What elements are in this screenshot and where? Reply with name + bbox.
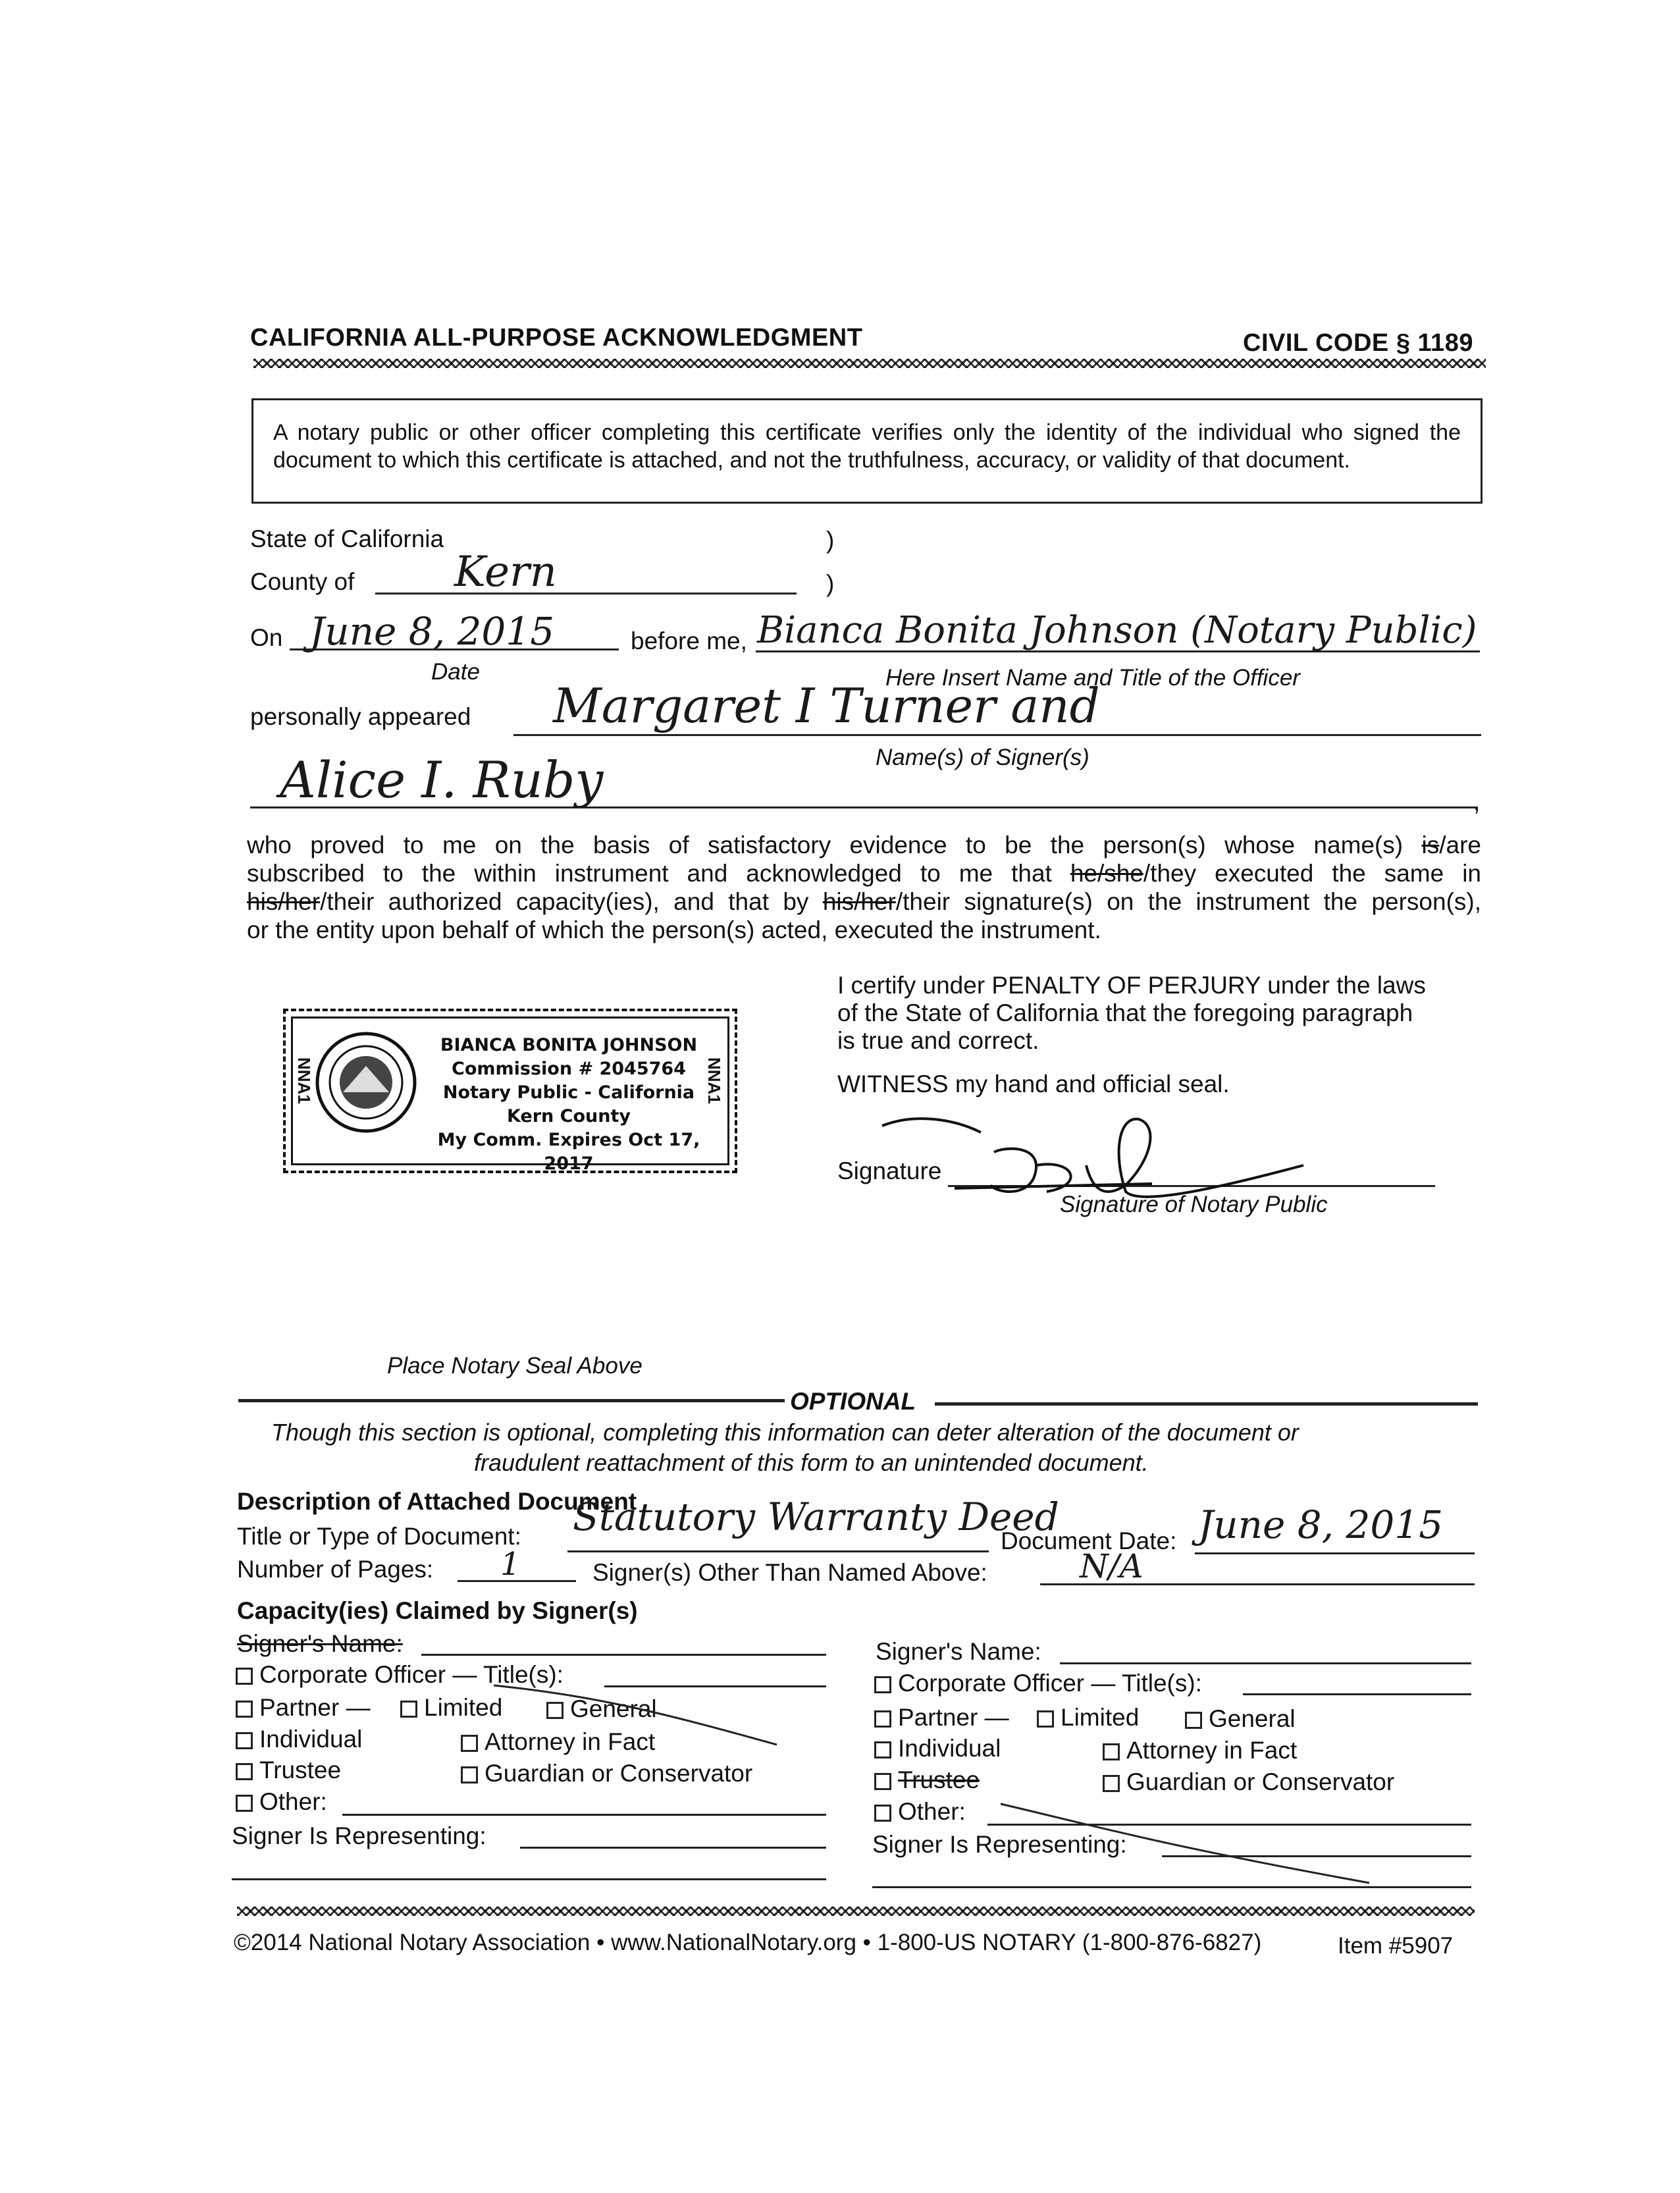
officer-value[interactable]: Bianca Bonita Johnson (Notary Public)	[757, 609, 1477, 652]
officer-caption: Here Insert Name and Title of the Officer	[885, 665, 1300, 691]
stamp-title: Notary Public - California	[442, 1082, 695, 1103]
left-attorney[interactable]: Attorney in Fact	[461, 1730, 655, 1754]
doc-title-line	[567, 1550, 989, 1552]
left-representing: Signer Is Representing:	[232, 1822, 486, 1849]
decorative-border-top	[253, 359, 1486, 368]
county-value[interactable]: Kern	[454, 548, 557, 596]
paragraph-line-4: or the entity upon behalf of which the person(s) acted, executed the instrument.	[247, 916, 1101, 943]
certify-line-1: I certify under PENALTY OF PERJURY under the laws	[837, 972, 1426, 999]
left-other[interactable]: Other:	[236, 1789, 327, 1814]
right-trustee[interactable]: Trustee	[874, 1768, 980, 1792]
paragraph-line-3: his/her/their authorized capacity(ies), and that by his/her/their signature(s) on the instrument the person(s),	[247, 888, 1482, 915]
signature-caption: Signature of Notary Public	[1060, 1192, 1328, 1217]
optional-heading: OPTIONAL	[790, 1388, 916, 1415]
left-general[interactable]: General	[546, 1697, 657, 1721]
right-guardian[interactable]: Guardian or Conservator	[1103, 1770, 1394, 1794]
doc-title-value[interactable]: Statutory Warranty Deed	[573, 1494, 1059, 1539]
checkbox[interactable]	[236, 1763, 253, 1780]
doc-title-label: Title or Type of Document:	[237, 1523, 521, 1550]
footer-text: ©2014 National Notary Association • www.NationalNotary.org • 1-800-US NOTARY (1-800-876-6827)	[234, 1930, 1262, 1955]
stamp-county: Kern County	[506, 1106, 631, 1126]
right-general[interactable]: General	[1185, 1706, 1296, 1731]
right-representing: Signer Is Representing:	[872, 1831, 1127, 1858]
paragraph-line-1: who proved to me on the basis of satisfactory evidence to be the person(s) whose name(s) is/are	[247, 832, 1481, 859]
paragraph-line-2: subscribed to the within instrument and acknowledged to me that he/she/they executed the same in	[247, 860, 1481, 887]
signers-value-1[interactable]: Margaret I Turner and	[553, 678, 1100, 733]
on-label: On	[250, 624, 283, 651]
appeared-label: personally appeared	[250, 703, 471, 730]
certify-line-2: of the State of California that the foregoing paragraph	[837, 999, 1413, 1026]
right-other[interactable]: Other:	[874, 1799, 966, 1824]
optional-rule-left	[238, 1399, 785, 1402]
left-corporate-officer[interactable]: Corporate Officer — Title(s):	[236, 1662, 564, 1687]
state-label: State of California	[250, 525, 444, 552]
notary-stamp	[283, 1009, 737, 1173]
right-limited[interactable]: Limited	[1037, 1705, 1139, 1730]
witness-text: WITNESS my hand and official seal.	[837, 1070, 1230, 1097]
left-guardian[interactable]: Guardian or Conservator	[461, 1761, 752, 1785]
left-signer-name-label: Signer's Name:	[237, 1630, 403, 1657]
signers-caption: Name(s) of Signer(s)	[876, 745, 1089, 770]
stamp-commission: Commission # 2045764	[452, 1059, 686, 1079]
decorative-border-bottom	[237, 1907, 1475, 1916]
date-caption: Date	[431, 659, 480, 685]
checkbox[interactable]	[236, 1795, 253, 1812]
signature-label: Signature	[837, 1157, 942, 1184]
left-individual[interactable]: Individual	[236, 1727, 362, 1751]
signers-line	[513, 734, 1481, 736]
right-corporate-officer[interactable]: Corporate Officer — Title(s):	[874, 1671, 1202, 1695]
right-signer-name-label: Signer's Name:	[876, 1638, 1041, 1665]
left-partner[interactable]: Partner —	[236, 1695, 371, 1720]
pages-value[interactable]: 1	[500, 1546, 521, 1583]
capacity-heading: Capacity(ies) Claimed by Signer(s)	[237, 1597, 638, 1624]
civil-code: CIVIL CODE § 1189	[1243, 329, 1473, 357]
checkbox[interactable]	[400, 1701, 417, 1718]
optional-rule-right	[935, 1402, 1478, 1406]
county-line	[375, 593, 797, 594]
paren: )	[826, 527, 835, 554]
left-limited[interactable]: Limited	[400, 1695, 502, 1720]
checkbox[interactable]	[236, 1701, 253, 1718]
doc-date-value[interactable]: June 8, 2015	[1198, 1502, 1444, 1547]
other-signers-value[interactable]: N/A	[1080, 1547, 1143, 1585]
checkbox[interactable]	[236, 1732, 253, 1749]
certify-line-3: is true and correct.	[837, 1027, 1039, 1054]
stamp-name: BIANCA BONITA JOHNSON	[440, 1035, 698, 1055]
stamp-side-mark-right: NNA1	[704, 1057, 724, 1104]
optional-note-1: Though this section is optional, completing this information can deter alteration of the document or	[271, 1419, 1299, 1446]
notice-box	[251, 398, 1483, 504]
stamp-expires: My Comm. Expires Oct 17, 2017	[437, 1130, 700, 1174]
checkbox[interactable]	[236, 1668, 253, 1685]
right-signer-name-line	[1060, 1662, 1471, 1664]
stamp-text	[437, 1034, 700, 1176]
notice-text: A notary public or other officer completing this certificate verifies only the identity of the individual who signed the document to which this certificate is attached, and not the truthfulness, accuracy, or validity of that document.	[273, 420, 1461, 473]
pages-label: Number of Pages:	[237, 1556, 434, 1583]
description-heading: Description of Attached Document	[237, 1488, 637, 1515]
doc-date-line	[1195, 1552, 1475, 1554]
acknowledgment-paragraph	[247, 831, 1481, 944]
right-attorney[interactable]: Attorney in Fact	[1103, 1738, 1297, 1762]
right-partner[interactable]: Partner —	[874, 1705, 1009, 1730]
left-trustee[interactable]: Trustee	[236, 1758, 341, 1782]
seal-caption: Place Notary Seal Above	[387, 1353, 643, 1379]
cross-out-lines	[461, 1672, 1382, 1903]
footer-item: Item #5907	[1338, 1933, 1454, 1959]
signers-value-2[interactable]: Alice I. Ruby	[280, 751, 604, 809]
date-value[interactable]: June 8, 2015	[309, 609, 555, 654]
right-individual[interactable]: Individual	[874, 1736, 1001, 1760]
state-seal-icon	[313, 1030, 419, 1135]
optional-note-2: fraudulent reattachment of this form to an unintended document.	[474, 1449, 1149, 1476]
paren: )	[826, 570, 835, 597]
comma: ,	[1473, 789, 1481, 816]
other-signers-label: Signer(s) Other Than Named Above:	[592, 1559, 987, 1586]
stamp-side-mark-left: NNA1	[294, 1057, 314, 1104]
doc-date-label: Document Date:	[1001, 1527, 1177, 1554]
county-label: County of	[250, 568, 355, 595]
form-title: CALIFORNIA ALL-PURPOSE ACKNOWLEDGMENT	[250, 324, 863, 352]
before-me-label: before me,	[631, 627, 747, 654]
left-signer-name-line	[421, 1654, 826, 1656]
